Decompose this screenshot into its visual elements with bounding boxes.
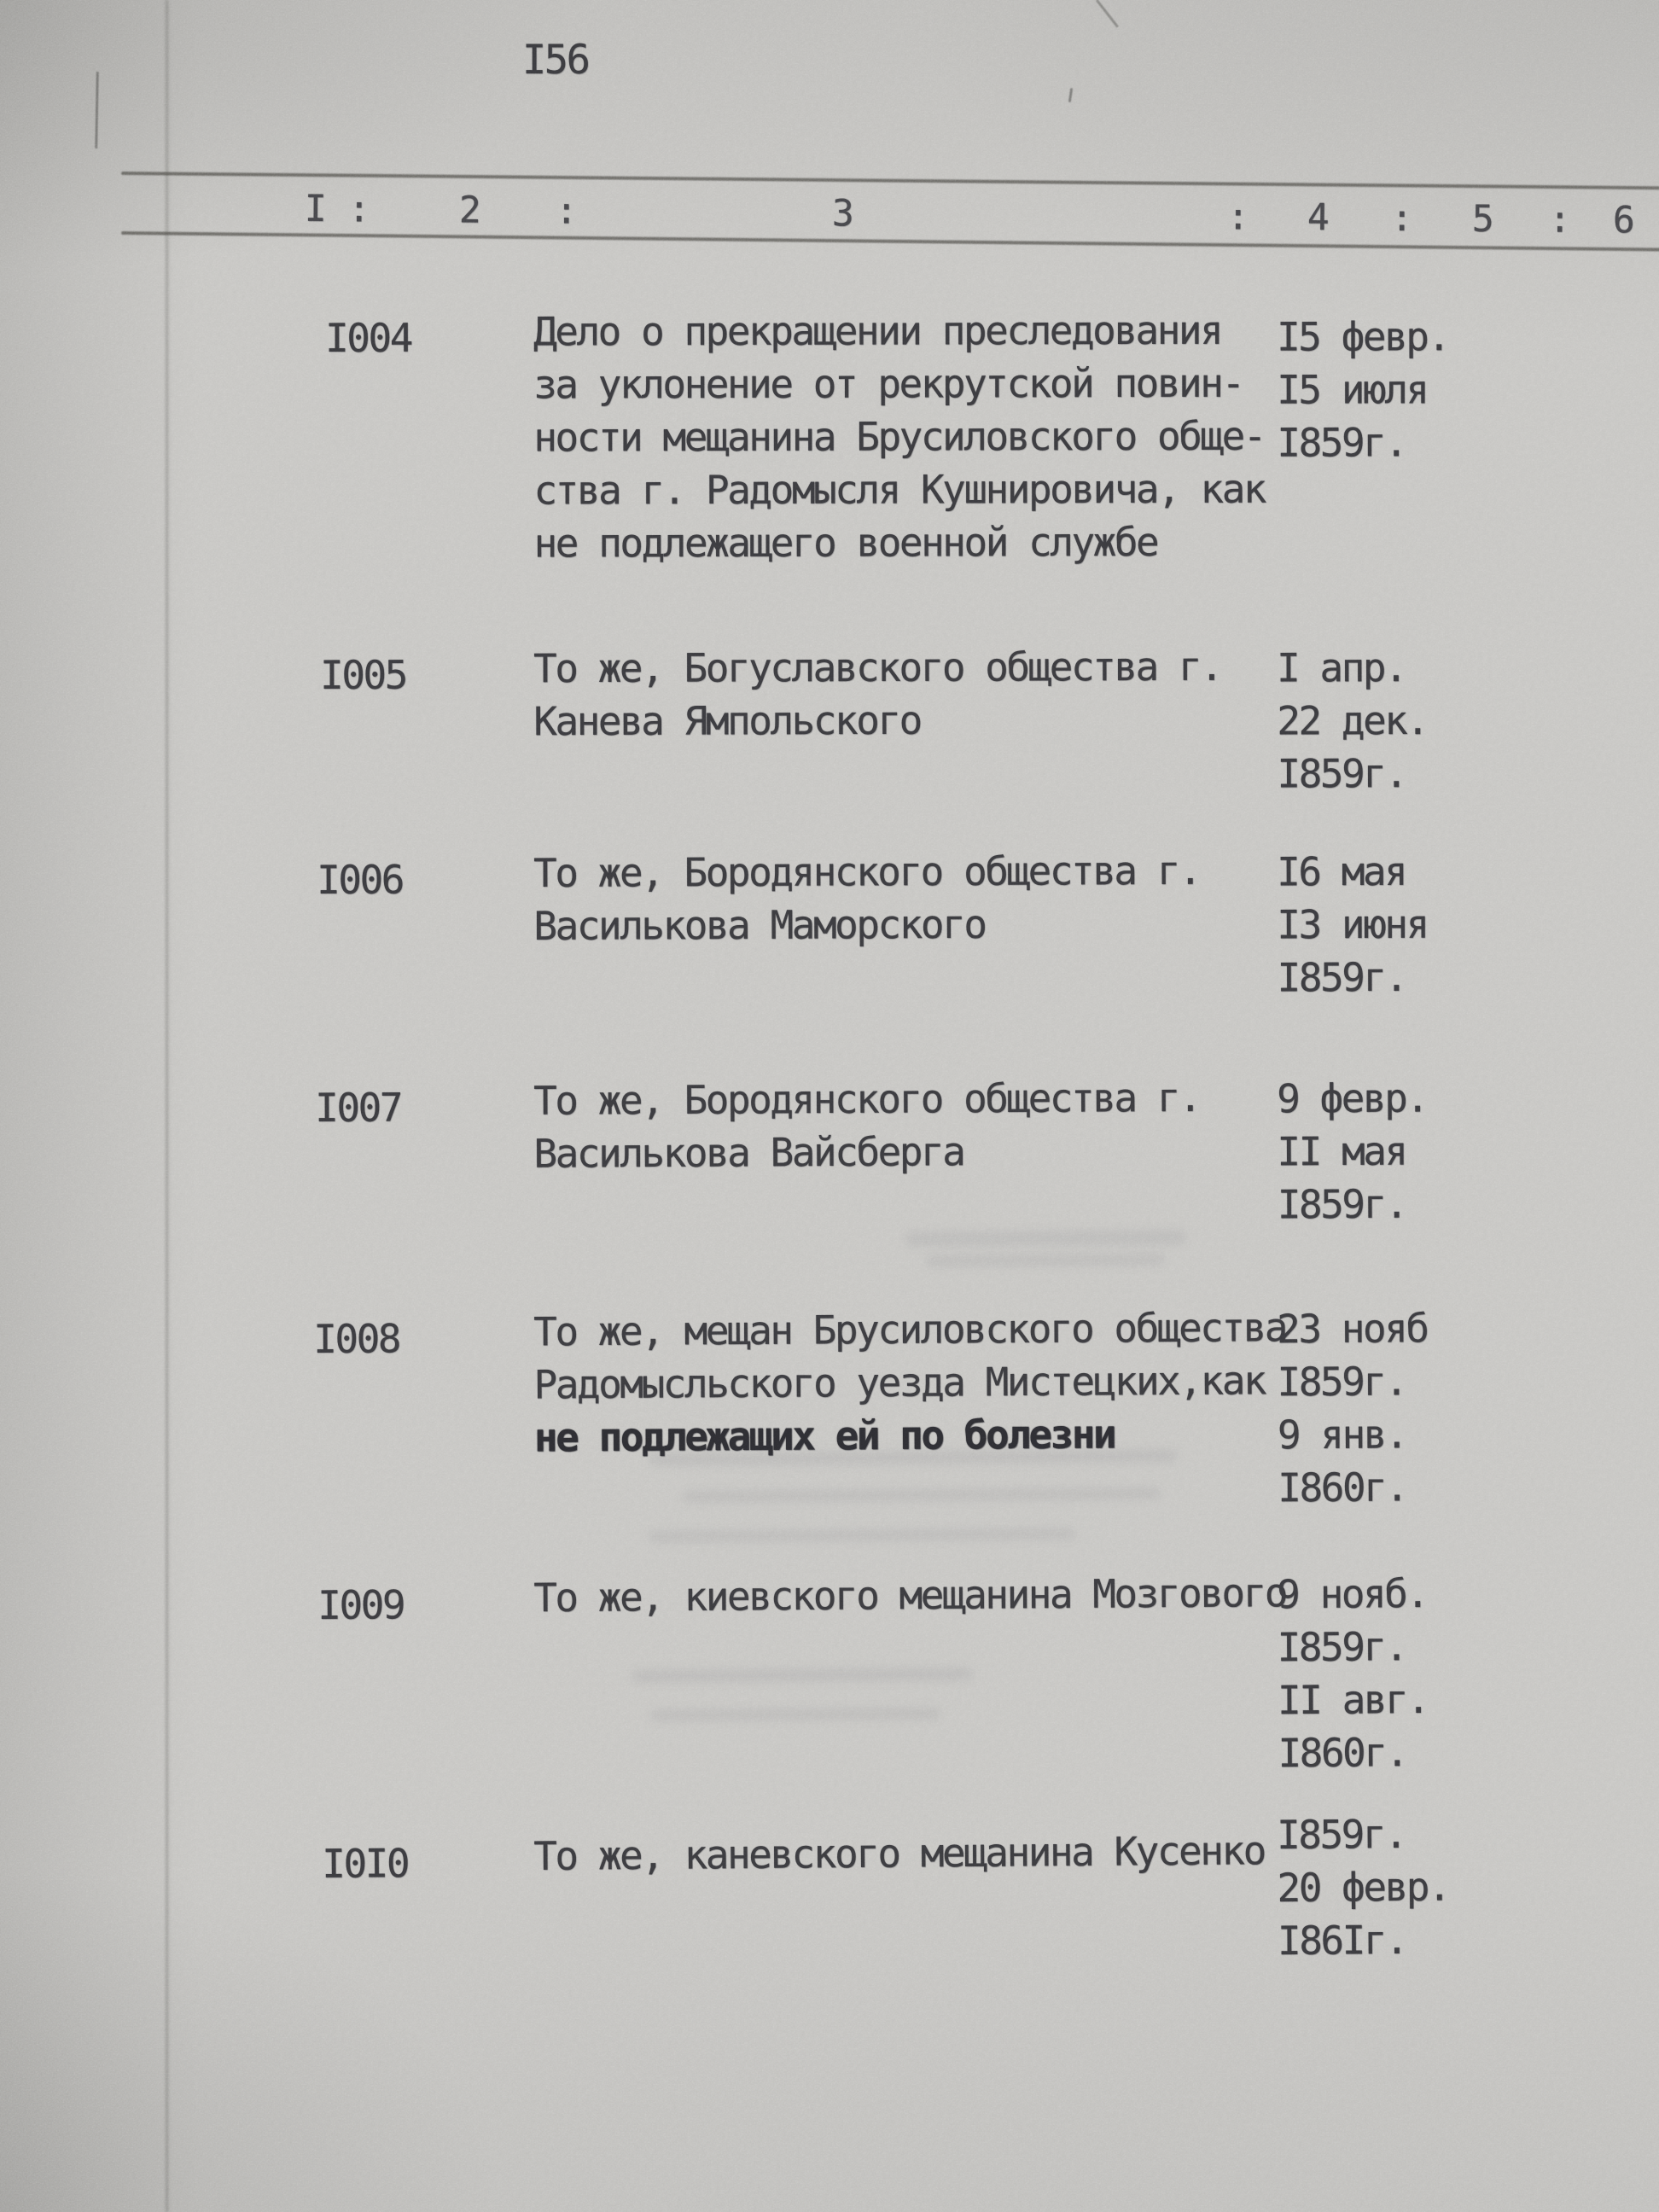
entry-dates xyxy=(1277,1301,1491,1514)
entry-date-line: I апр. xyxy=(1277,644,1406,691)
entry-dates xyxy=(1277,1071,1491,1231)
entry-description-line: То же, Бородянского общества г. xyxy=(533,847,1201,896)
entry-date-line: I859г. xyxy=(1276,1810,1406,1859)
inventory-entry-row xyxy=(0,1068,1659,1228)
entry-date-line: I860г. xyxy=(1278,1464,1407,1511)
entry-date-line: I859г. xyxy=(1277,953,1406,1001)
entry-date-line: I859г. xyxy=(1277,1623,1406,1671)
entry-date-line: II авг. xyxy=(1277,1675,1429,1724)
entry-description xyxy=(533,1566,1293,1624)
entry-date-line: 22 дек. xyxy=(1277,697,1428,744)
entry-description-line: То же, Богуславского общества г. xyxy=(533,643,1222,692)
entry-description-line: Василькова Маморского xyxy=(533,900,986,949)
entry-description xyxy=(533,304,1294,570)
entry-number: I008 xyxy=(313,1315,400,1362)
entry-number: I0I0 xyxy=(322,1840,409,1887)
ghost-bleed-mark xyxy=(650,1708,940,1721)
entry-description-line: не подлежащих ей по болезни xyxy=(533,1411,1115,1461)
entry-description-line: То же, Бородянского общества г. xyxy=(533,1074,1201,1124)
inventory-entry-row xyxy=(0,638,1659,797)
inventory-entry-row xyxy=(0,1299,1659,1511)
entry-description-line: ства г. Радомысля Кушнировича, как xyxy=(533,465,1266,514)
inventory-entry-row xyxy=(0,1810,1659,1965)
entry-description-line: Дело о прекращении преследования xyxy=(533,306,1222,355)
entry-description-line: за уклонение от рекрутской повин- xyxy=(533,359,1243,408)
column-header-cell: 6 xyxy=(1612,199,1633,242)
entry-date-line: I859г. xyxy=(1277,1358,1406,1406)
entry-date-line: 9 нояб. xyxy=(1277,1570,1428,1618)
entry-date-line: I86Iг. xyxy=(1277,1916,1407,1965)
column-header-cell: 3 xyxy=(831,192,853,236)
inventory-entry-row xyxy=(0,303,1659,567)
entry-date-line: I6 мая xyxy=(1277,847,1406,895)
entry-description-line: ности мещанина Брусиловского обще- xyxy=(533,412,1265,461)
column-header-cell: 4 xyxy=(1307,196,1328,240)
column-header-cell: : xyxy=(1390,196,1412,241)
entry-description-line: То же, киевского мещанина Мозгового xyxy=(533,1569,1287,1621)
entry-date-line: 9 янв. xyxy=(1277,1411,1407,1458)
entry-date-line: I860г. xyxy=(1278,1729,1407,1777)
ghost-bleed-mark xyxy=(632,1668,973,1684)
column-header-cell: : xyxy=(1548,198,1569,242)
entry-description xyxy=(533,1824,1293,1883)
entry-number: I007 xyxy=(315,1084,402,1131)
entry-date-line: I859г. xyxy=(1277,1180,1407,1228)
entry-description-line: Василькова Вайсберга xyxy=(533,1128,964,1177)
page-number: I56 xyxy=(522,37,589,84)
entry-description xyxy=(533,639,1293,748)
entry-date-line: I859г. xyxy=(1277,750,1406,797)
ghost-bleed-mark xyxy=(926,1254,1165,1267)
column-header-cell: 5 xyxy=(1471,197,1493,241)
column-header-cell: : xyxy=(347,188,369,231)
entry-dates xyxy=(1277,310,1490,469)
entry-dates xyxy=(1277,844,1491,1004)
entry-description-line: То же, мещан Брусиловского общества xyxy=(533,1304,1287,1355)
entry-number: I005 xyxy=(320,651,406,698)
entry-description-line: То же, каневского мещанина Кусенко xyxy=(533,1827,1266,1879)
entry-description-line: Радомысльского уезда Мистецких,как xyxy=(533,1357,1266,1408)
ghost-bleed-mark xyxy=(905,1230,1186,1247)
entry-date-line: I5 июля xyxy=(1277,366,1428,413)
entry-description xyxy=(533,1301,1294,1464)
entry-date-line: 20 февр. xyxy=(1277,1863,1450,1912)
entry-number: I006 xyxy=(317,856,404,903)
entry-date-line: I859г. xyxy=(1277,419,1406,466)
entry-number: I009 xyxy=(317,1581,405,1628)
entry-description xyxy=(533,843,1293,952)
column-header-cell: : xyxy=(1226,195,1248,239)
entry-date-line: 9 февр. xyxy=(1277,1074,1428,1122)
column-header-cell: I xyxy=(304,187,325,231)
entry-date-line: 23 нояб xyxy=(1277,1305,1428,1353)
entry-description-line: не подлежащего военной службе xyxy=(533,518,1158,567)
entry-date-line: II мая xyxy=(1277,1127,1406,1175)
entry-description-line: Канева Ямпольского xyxy=(533,696,921,745)
entry-dates xyxy=(1277,641,1491,800)
entry-number: I004 xyxy=(325,314,411,361)
entry-date-line: I3 июня xyxy=(1277,900,1428,948)
column-header-cell: 2 xyxy=(458,189,480,232)
entry-dates xyxy=(1277,1566,1492,1779)
entry-dates xyxy=(1277,1807,1491,1967)
entry-description xyxy=(533,1070,1294,1179)
column-header-cell: : xyxy=(555,189,576,233)
inventory-entry-row xyxy=(0,842,1659,1001)
entry-date-line: I5 февр. xyxy=(1277,313,1449,360)
inventory-entry-row xyxy=(0,1563,1659,1777)
